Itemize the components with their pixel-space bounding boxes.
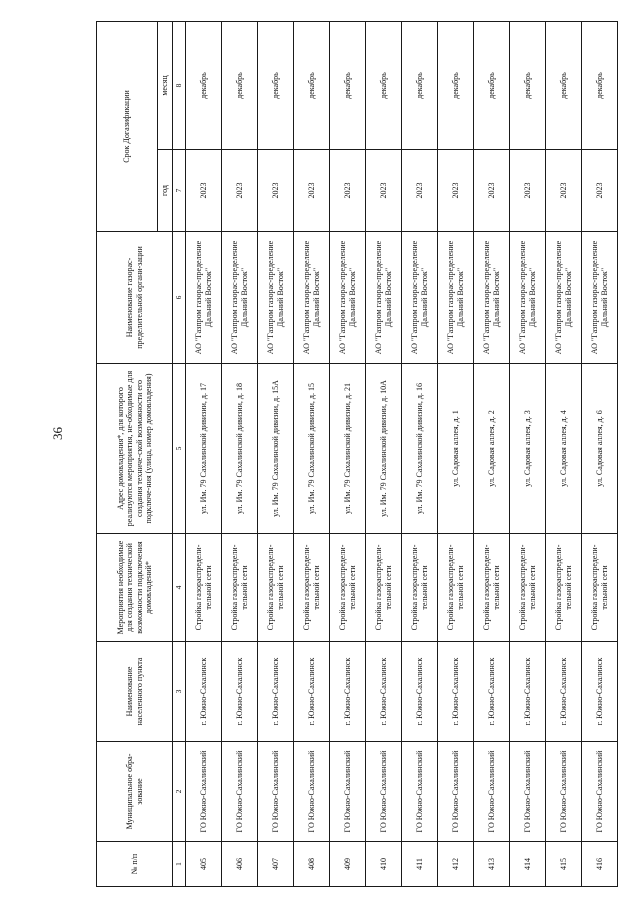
organization-cell: АО "Газпром газорас-пределение Дальний Восток" [510,232,546,364]
settlement-cell: г. Южно-Сахалинск [402,642,438,742]
header-measures: Мероприятия необходимые для создания технической возможности подключения домовладений* [97,534,173,642]
settlement-cell: г. Южно-Сахалинск [582,642,618,742]
header-municipality: Муниципальное обра-зование [97,742,173,842]
settlement-cell: г. Южно-Сахалинск [510,642,546,742]
table-body [186,21,618,886]
page-number: 36 [50,427,65,440]
measures-cell: Стройка газораспредели-тельной сети [510,534,546,642]
month-cell: декабрь [186,21,222,149]
settlement-cell: г. Южно-Сахалинск [546,642,582,742]
year-cell: 2023 [510,150,546,232]
month-cell: декабрь [546,21,582,149]
year-cell: 2023 [582,150,618,232]
column-number: 4 [173,534,186,642]
year-cell: 2023 [222,150,258,232]
row-number-cell: 409 [330,842,366,887]
organization-cell: АО "Газпром газорас-пределение Дальний Восток" [222,232,258,364]
measures-cell: Стройка газораспредели-тельной сети [366,534,402,642]
settlement-cell: г. Южно-Сахалинск [294,642,330,742]
municipality-cell: ГО Южно-Сахалинский [438,742,474,842]
row-number-cell: 416 [582,842,618,887]
column-number: 5 [173,364,186,534]
table-row [402,21,438,886]
header-deadline-year: год [158,150,173,232]
month-cell: декабрь [222,21,258,149]
row-number-cell: 407 [258,842,294,887]
measures-cell: Стройка газораспредели-тельной сети [222,534,258,642]
measures-cell: Стройка газораспредели-тельной сети [294,534,330,642]
month-cell: декабрь [258,21,294,149]
table-row [330,21,366,886]
row-number-cell: 413 [474,842,510,887]
measures-cell: Стройка газораспредели-тельной сети [438,534,474,642]
organization-cell: АО "Газпром газорас-пределение Дальний Восток" [366,232,402,364]
table-row [186,21,222,886]
address-cell: ул. Им. 79 Сахалинской дивизии, д. 16 [402,364,438,534]
table-row [366,21,402,886]
month-cell: декабрь [510,21,546,149]
month-cell: декабрь [474,21,510,149]
measures-cell: Стройка газораспредели-тельной сети [582,534,618,642]
table-row [258,21,294,886]
month-cell: декабрь [402,21,438,149]
municipality-cell: ГО Южно-Сахалинский [474,742,510,842]
organization-cell: АО "Газпром газорас-пределение Дальний Восток" [474,232,510,364]
address-cell: ул. Им. 79 Сахалинской дивизии, д. 15А [258,364,294,534]
municipality-cell: ГО Южно-Сахалинский [330,742,366,842]
measures-cell: Стройка газораспредели-тельной сети [546,534,582,642]
measures-cell: Стройка газораспредели-тельной сети [330,534,366,642]
municipality-cell: ГО Южно-Сахалинский [546,742,582,842]
month-cell: декабрь [330,21,366,149]
header-num: № п/п [97,842,173,887]
row-number-cell: 406 [222,842,258,887]
municipality-cell: ГО Южно-Сахалинский [258,742,294,842]
organization-cell: АО "Газпром газорас-пределение Дальний Восток" [294,232,330,364]
settlement-cell: г. Южно-Сахалинск [186,642,222,742]
table-row [222,21,258,886]
measures-cell: Стройка газораспредели-тельной сети [474,534,510,642]
address-cell: ул. Им. 79 Сахалинской дивизии, д. 18 [222,364,258,534]
header-address: Адрес домовладения*, для которого реализуются мероприятия, не-обходимые для создания техниче-ской возможности его подключе-ния (улица, номер домовладения) [97,364,173,534]
table-row [582,21,618,886]
table-row [294,21,330,886]
settlement-cell: г. Южно-Сахалинск [330,642,366,742]
table-row [438,21,474,886]
year-cell: 2023 [438,150,474,232]
address-cell: ул. Им. 79 Сахалинской дивизии, д. 15 [294,364,330,534]
municipality-cell: ГО Южно-Сахалинский [222,742,258,842]
year-cell: 2023 [474,150,510,232]
row-number-cell: 412 [438,842,474,887]
table-row [510,21,546,886]
year-cell: 2023 [330,150,366,232]
header-deadline: Срок Догазификации [97,21,158,231]
column-number: 3 [173,642,186,742]
column-number: 2 [173,742,186,842]
settlement-cell: г. Южно-Сахалинск [438,642,474,742]
year-cell: 2023 [258,150,294,232]
organization-cell: АО "Газпром газорас-пределение Дальний Восток" [402,232,438,364]
table-row [474,21,510,886]
header-deadline-month: месяц [158,21,173,149]
row-number-cell: 410 [366,842,402,887]
address-cell: ул. Им. 79 Сахалинской дивизии, д. 10А [366,364,402,534]
month-cell: декабрь [294,21,330,149]
address-cell: ул. Им. 79 Сахалинской дивизии, д. 17 [186,364,222,534]
settlement-cell: г. Южно-Сахалинск [222,642,258,742]
municipality-cell: ГО Южно-Сахалинский [510,742,546,842]
month-cell: декабрь [438,21,474,149]
year-cell: 2023 [186,150,222,232]
settlement-cell: г. Южно-Сахалинск [366,642,402,742]
municipality-cell: ГО Южно-Сахалинский [366,742,402,842]
address-cell: ул. Садовая аллея, д. 4 [546,364,582,534]
organization-cell: АО "Газпром газорас-пределение Дальний Восток" [258,232,294,364]
year-cell: 2023 [546,150,582,232]
column-number: 1 [173,842,186,887]
address-cell: ул. Садовая аллея, д. 1 [438,364,474,534]
row-number-cell: 411 [402,842,438,887]
year-cell: 2023 [402,150,438,232]
settlement-cell: г. Южно-Сахалинск [474,642,510,742]
address-cell: ул. Садовая аллея, д. 3 [510,364,546,534]
organization-cell: АО "Газпром газорас-пределение Дальний Восток" [438,232,474,364]
row-number-cell: 415 [546,842,582,887]
measures-cell: Стройка газораспредели-тельной сети [186,534,222,642]
row-number-cell: 405 [186,842,222,887]
organization-cell: АО "Газпром газорас-пределение Дальний Восток" [330,232,366,364]
column-number: 7 [173,150,186,232]
settlement-cell: г. Южно-Сахалинск [258,642,294,742]
column-number: 6 [173,232,186,364]
address-cell: ул. Садовая аллея, д. 2 [474,364,510,534]
month-cell: декабрь [582,21,618,149]
municipality-cell: ГО Южно-Сахалинский [186,742,222,842]
measures-cell: Стройка газораспредели-тельной сети [402,534,438,642]
municipality-cell: ГО Южно-Сахалинский [402,742,438,842]
column-number: 8 [173,21,186,149]
gasification-table-sheet [96,22,616,887]
month-cell: декабрь [366,21,402,149]
header-settlement: Наименование населенного пункта [97,642,173,742]
address-cell: ул. Им. 79 Сахалинской дивизии, д. 21 [330,364,366,534]
header-organization: Наименование газорас-пределительной органи-зации [97,232,173,364]
organization-cell: АО "Газпром газорас-пределение Дальний Восток" [186,232,222,364]
organization-cell: АО "Газпром газорас-пределение Дальний Восток" [546,232,582,364]
row-number-cell: 408 [294,842,330,887]
gasification-table [96,21,618,887]
year-cell: 2023 [366,150,402,232]
year-cell: 2023 [294,150,330,232]
row-number-cell: 414 [510,842,546,887]
table-row [546,21,582,886]
address-cell: ул. Садовая аллея, д. 6 [582,364,618,534]
organization-cell: АО "Газпром газорас-пределение Дальний Восток" [582,232,618,364]
municipality-cell: ГО Южно-Сахалинский [294,742,330,842]
municipality-cell: ГО Южно-Сахалинский [582,742,618,842]
measures-cell: Стройка газораспредели-тельной сети [258,534,294,642]
